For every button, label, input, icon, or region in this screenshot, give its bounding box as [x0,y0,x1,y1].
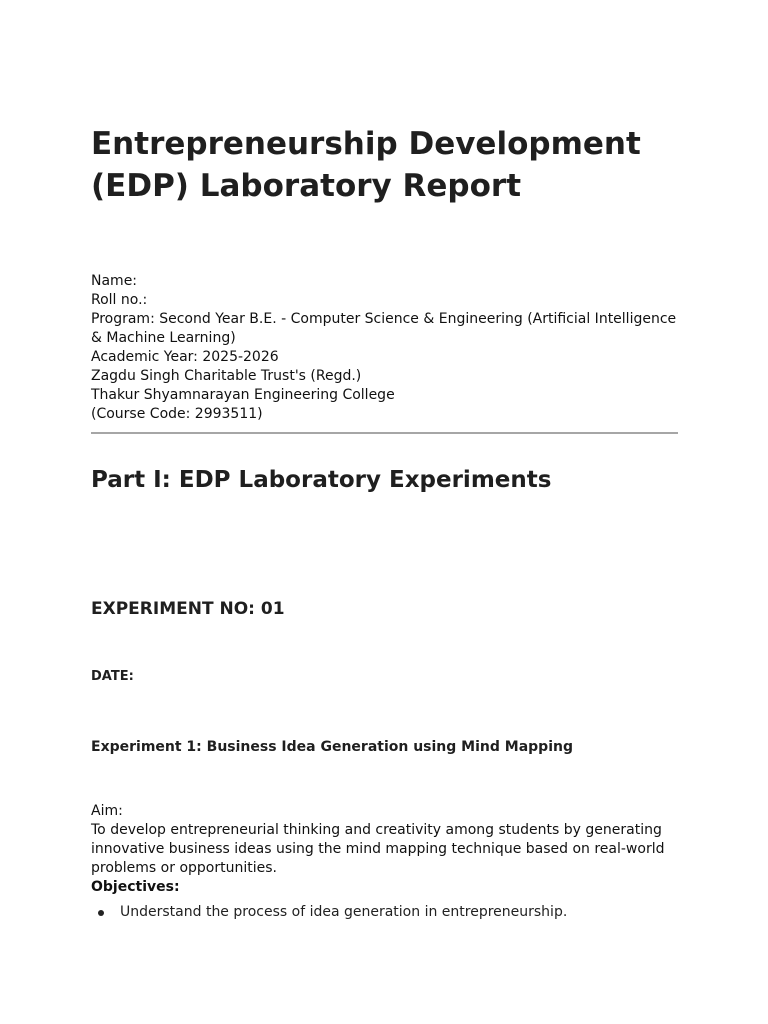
objectives-list [91,903,678,922]
experiment-number: EXPERIMENT NO: 01 [91,599,285,619]
program-field: Program: Second Year B.E. - Computer Science & Engineering (Artificial Intelligence & Machine Learning) [91,311,677,346]
objectives-label: Objectives: [91,879,180,895]
name-field: Name: [91,273,138,289]
date-label: DATE: [91,669,134,684]
horizontal-divider [91,432,678,434]
bullet-dot-icon [98,910,104,916]
academic-year-field: Academic Year: 2025-2026 [91,349,279,365]
part-heading: Part I: EDP Laboratory Experiments [91,467,552,493]
objective-text: Understand the process of idea generation in entrepreneurship. [120,904,568,920]
list-item [91,903,678,922]
aim-label: Aim: [91,803,123,819]
report-meta [91,272,678,424]
aim-text: To develop entrepreneurial thinking and creativity among students by generating innovative business ideas using the mind mapping technique based on real-world problems or opportunities. [91,822,665,876]
aim-section [91,802,678,897]
course-code: (Course Code: 2993511) [91,406,263,422]
report-title: Entrepreneurship Development (EDP) Laboratory Report [91,126,641,204]
college-name: Thakur Shyamnarayan Engineering College [91,387,395,403]
roll-no-field: Roll no.: [91,292,148,308]
experiment-title: Experiment 1: Business Idea Generation using Mind Mapping [91,739,573,755]
trust-name: Zagdu Singh Charitable Trust's (Regd.) [91,368,362,384]
